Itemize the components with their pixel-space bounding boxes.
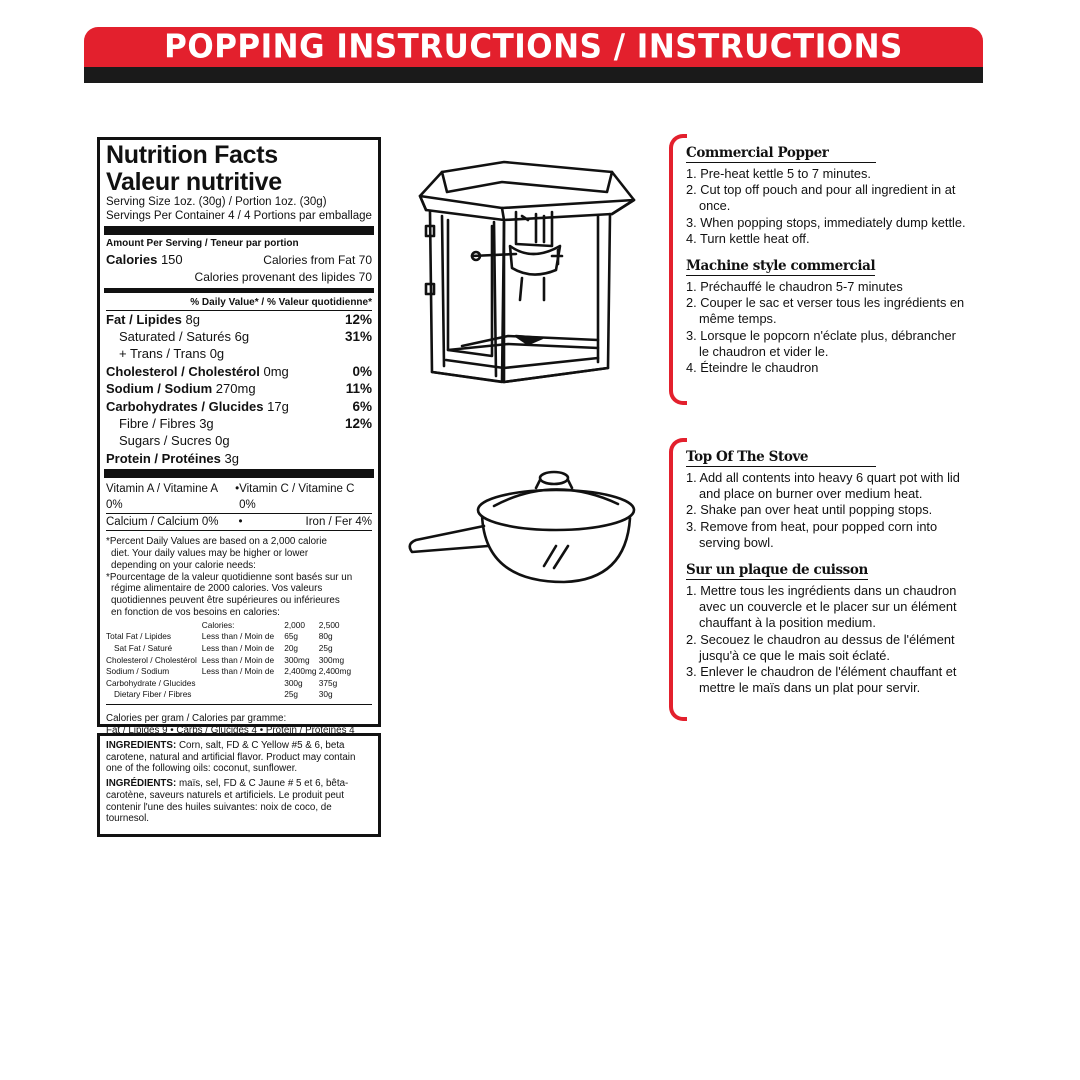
daily-value-header: % Daily Value* / % Valeur quotidienne* (190, 296, 372, 308)
nutrient-row (106, 345, 372, 362)
table-cell: Less than / Moin de (201, 654, 275, 665)
nutrient-row (106, 450, 372, 467)
ingredients-fr-text: maïs, sel, FD & C Jaune # 5 et 6, bêta-carotène, saveurs naturels et artificiels. Le produit peut contenir l'une des huiles suivantes: noix de coco, de tournesol. (106, 778, 349, 825)
cooking-pot-icon (404, 466, 644, 591)
step: 2. Shake pan over heat until popping stops. (686, 502, 933, 518)
commercial-steps-fr (686, 279, 969, 376)
step: 3. Lorsque le popcorn n'éclate plus, débrancher le chaudron et vider le. (686, 327, 956, 359)
table-cell: 2,400mg (284, 666, 317, 677)
nutrient-name (119, 345, 224, 362)
table-cell: 30g (318, 689, 333, 700)
nutrient-label: + Trans / Trans (119, 346, 207, 362)
table-cell: Total Fat / Lipides (106, 631, 172, 642)
calories-per-gram-values: Fat / Lipides 9 • Carbs / Glucides 4 • Protein / Protéines 4 (106, 724, 355, 736)
nutrient-name (106, 450, 239, 467)
calories-per-gram-title: Calories per gram / Calories par gramme: (106, 712, 287, 724)
iron: Iron / Fer 4% (305, 516, 372, 529)
footnote-line: quotidiennes peuvent être supérieures ou inférieures (111, 595, 340, 607)
step: 3. When popping stops, immediately dump kettle. (686, 214, 966, 230)
calories-row (106, 251, 372, 269)
nutrient-amount: 0mg (263, 363, 289, 379)
nutrient-label: Protein / Protéines (106, 450, 221, 466)
footnote-line: régime alimentaire de 2000 calories. Vos valeurs (111, 583, 323, 595)
ingredients-en-text: Corn, salt, FD & C Yellow #5 & 6, beta carotene, natural and artificial flavor. Product may contain one of the following oils: coconut, sunflower. (106, 740, 356, 775)
nutrient-percent: 6% (352, 398, 372, 414)
nutrient-name (106, 363, 289, 380)
nutrient-row (106, 398, 372, 415)
commercial-heading-fr: Machine style commercial (686, 258, 876, 275)
table-cell (202, 689, 284, 701)
nutrient-percent: 12% (344, 311, 372, 327)
nutrient-label: Carbohydrates / Glucides (106, 398, 264, 414)
bullet: • (238, 516, 243, 529)
calories-from-fat: Calories from Fat 70 (263, 253, 372, 268)
table-cell: 25g (284, 689, 299, 700)
bullet: • (235, 483, 240, 496)
step: 1. Pre-heat kettle 5 to 7 minutes. (686, 166, 871, 181)
nutrient-name (119, 432, 230, 449)
table-cell: Less than / Moin de (201, 643, 275, 654)
stove-steps-en (686, 470, 969, 551)
ingredients-fr (106, 778, 372, 825)
nutrient-name (119, 328, 249, 345)
table-row (106, 666, 372, 678)
nutrient-label: Sodium / Sodium (106, 381, 213, 397)
nutrient-amount: 0g (215, 433, 230, 449)
nutrient-row (106, 415, 372, 432)
vitamin-a: Vitamin A / Vitamine A 0% (106, 483, 218, 512)
step: 1. Préchauffé le chaudron 5-7 minutes (686, 279, 903, 295)
ingredients-en (106, 740, 372, 775)
calcium: Calcium / Calcium 0% (106, 516, 219, 529)
banner-black-bar (84, 67, 983, 83)
nutrition-title-en: Nutrition Facts (106, 141, 278, 169)
nutrient-row (106, 311, 372, 328)
vitamin-row (106, 481, 372, 513)
servings-per-container: Servings Per Container 4 / 4 Portions par emballage (106, 209, 372, 222)
divider-thin (106, 704, 372, 705)
divider-thin (106, 530, 372, 531)
ingredients-panel (97, 733, 381, 837)
commercial-content (686, 144, 969, 376)
banner-red-bar (84, 27, 983, 67)
table-row (106, 655, 372, 667)
nutrition-facts-panel (97, 137, 381, 736)
divider-medium (104, 288, 374, 293)
table-cell: Sodium / Sodium (106, 666, 170, 677)
step: 1. Mettre tous les ingrédients dans un chaudron avec un couvercle et le placer sur un élément chauffant à la position medium. (686, 583, 957, 631)
nutrient-percent: 12% (344, 416, 372, 432)
nutrient-label: Cholesterol / Cholestérol (106, 363, 260, 379)
ingredients-en-label: INGREDIENTS: (106, 740, 177, 751)
table-row (106, 678, 372, 690)
table-cell (106, 620, 202, 632)
nutrient-label: Saturated / Saturés (119, 329, 232, 344)
divider-thick (104, 226, 374, 235)
step: 1. Add all contents into heavy 6 quart pot with lid and place on burner over medium heat. (686, 470, 960, 502)
nutrient-amount: 6g (234, 329, 250, 344)
footnote (106, 536, 372, 619)
red-bracket (669, 134, 687, 405)
table-cell: Less than / Moin de (201, 666, 275, 677)
nutrient-row (106, 363, 372, 380)
nutrient-name (106, 380, 256, 397)
nutrient-percent: 11% (345, 381, 372, 397)
nutrient-percent: 31% (344, 329, 372, 344)
nutrient-percent: 0% (352, 363, 372, 379)
header-banner (84, 27, 983, 83)
nutrient-amount: 17g (267, 398, 289, 414)
nutrient-name (119, 415, 214, 432)
table-cell: Carbohydrate / Glucides (106, 677, 196, 688)
table-cell: 2,400mg (318, 666, 352, 677)
calories-from-fat-fr: Calories provenant des lipides 70 (194, 269, 372, 284)
divider-thick (104, 469, 374, 478)
table-row (106, 689, 372, 701)
ingredients-fr-label: INGRÉDIENTS: (106, 778, 177, 790)
nutrient-amount: 270mg (215, 381, 256, 397)
step: 3. Remove from heat, pour popped corn into serving bowl. (686, 518, 938, 550)
amount-per-serving: Amount Per Serving / Teneur par portion (106, 238, 299, 249)
nutrient-label: Fat / Lipides (106, 311, 182, 327)
table-cell: Cholesterol / Cholestérol (106, 654, 197, 665)
nutrient-row (106, 328, 372, 345)
page-title: POPPING INSTRUCTIONS / INSTRUCTIONS (164, 28, 903, 66)
stove-top-panel (669, 438, 969, 721)
nutrient-rows (106, 311, 372, 468)
step: 3. Enlever le chaudron de l'élément chauffant et mettre le maïs dans un plat pour servir. (686, 664, 957, 696)
stove-heading-en: Top Of The Stove (686, 449, 876, 467)
table-cell: Less than / Moin de (201, 631, 275, 642)
table-row (106, 643, 372, 655)
nutrient-amount: 3g (224, 450, 239, 466)
nutrient-row (106, 380, 372, 397)
step: 4. Turn kettle heat off. (686, 230, 810, 246)
table-cell: Calories: (201, 619, 235, 630)
popcorn-machine-icon (412, 150, 642, 390)
footnote-line: en fonction de vos besoins en calories: (111, 607, 280, 619)
nutrient-amount: 0g (209, 346, 225, 362)
table-cell: 300g (284, 677, 303, 688)
step: 2. Cut top off pouch and pour all ingredient in at once. (686, 182, 956, 214)
table-cell: 80g (318, 631, 333, 642)
stove-heading-fr: Sur un plaque de cuisson (686, 562, 868, 579)
commercial-steps-en (686, 166, 969, 247)
nutrient-row (106, 432, 372, 449)
nutrient-amount: 3g (199, 416, 214, 432)
table-cell: 2,500 (318, 619, 340, 630)
nutrition-title-fr: Valeur nutritive (106, 168, 282, 196)
calories-label: Calories (106, 252, 158, 268)
footnote-line: depending on your calorie needs: (111, 559, 256, 571)
stove-content (686, 448, 969, 696)
nutrient-label: Sugars / Sucres (119, 433, 212, 449)
table-cell: 20g (284, 643, 299, 654)
table-cell: 25g (318, 643, 333, 654)
nutrient-label: Fibre / Fibres (119, 416, 196, 432)
table-cell: 65g (284, 631, 299, 642)
nutrient-name (106, 311, 200, 328)
mineral-row (106, 514, 372, 530)
daily-value-table (106, 620, 372, 701)
red-bracket (669, 438, 687, 721)
commercial-heading-en: Commercial Popper (686, 145, 876, 163)
table-cell: Sat Fat / Saturé (114, 643, 173, 654)
serving-size: Serving Size 1oz. (30g) / Portion 1oz. (30g) (106, 196, 327, 208)
step: 2. Secouez le chaudron au dessus de l'élément jusqu'à ce que le mais soit éclaté. (686, 631, 955, 663)
step: 2. Couper le sac et verser tous les ingrédients en même temps. (686, 295, 965, 327)
commercial-popper-panel (669, 134, 969, 405)
nutrient-amount: 8g (185, 311, 200, 327)
table-cell: 300mg (318, 654, 345, 665)
calories-value: 150 (160, 252, 183, 268)
nutrient-name (106, 398, 289, 415)
footnote-line: diet. Your daily values may be higher or lower (111, 548, 309, 560)
vitamin-c: Vitamin C / Vitamine C 0% (239, 483, 355, 512)
footnote-line: *Pourcentage de la valeur quotidienne sont basés sur un (106, 571, 353, 583)
table-cell: 300mg (284, 654, 310, 665)
table-cell: 375g (318, 677, 338, 688)
footnote-line: *Percent Daily Values are based on a 2,000 calorie (106, 536, 327, 548)
table-row (106, 631, 372, 643)
table-row (106, 620, 372, 632)
table-cell: Dietary Fiber / Fibres (114, 689, 192, 700)
step: 4. Éteindre le chaudron (686, 360, 819, 376)
table-cell: 2,000 (284, 619, 305, 630)
stove-steps-fr (686, 583, 969, 696)
table-cell (202, 678, 284, 690)
